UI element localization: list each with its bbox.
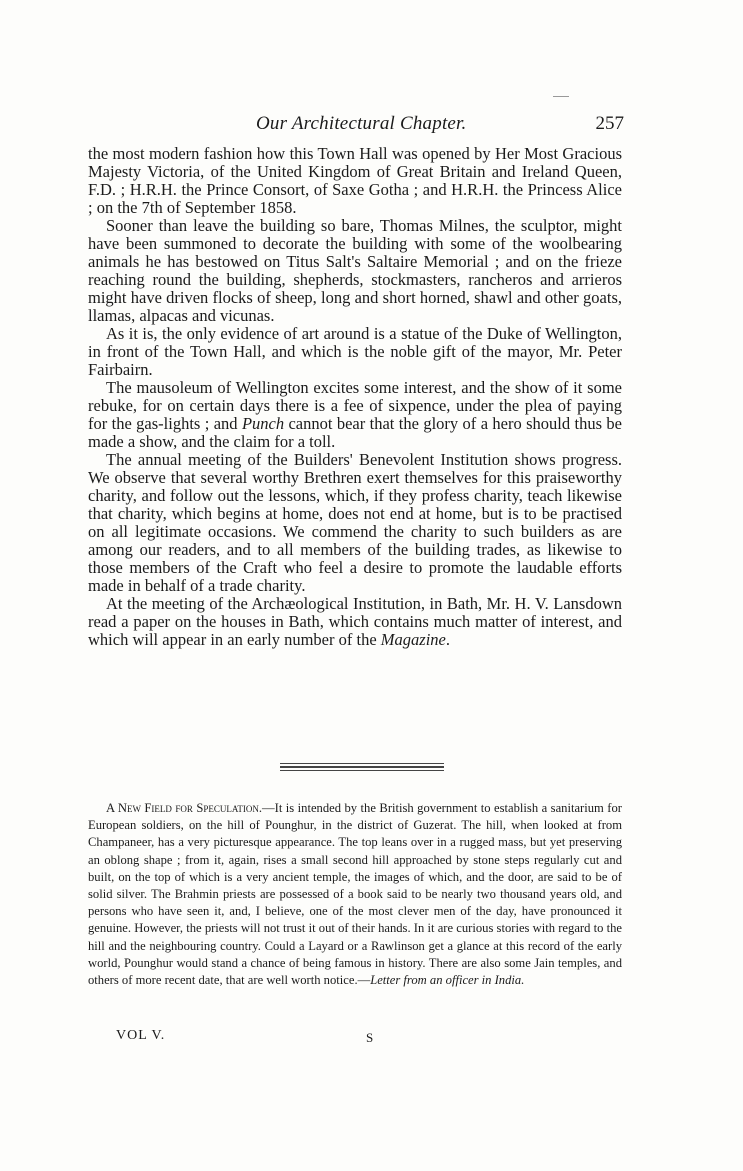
note-signature: Letter from an officer in India.	[370, 973, 525, 988]
divider-rule-middle	[280, 766, 444, 768]
page-number: 257	[595, 113, 624, 134]
paragraph-mausoleum	[88, 379, 622, 451]
divider-rule-top	[280, 763, 444, 764]
note-heading: A New Field for Speculation.	[106, 801, 263, 815]
scan-mark	[553, 96, 569, 97]
running-title: Our Architectural Chapter.	[256, 113, 467, 134]
archaeological-text-after: .	[445, 630, 450, 649]
section-divider	[280, 763, 444, 773]
divider-rule-bottom	[280, 770, 444, 771]
mausoleum-text-before: The mausoleum of Wellington excites some interest, and the show of it some rebuke, for on certain days there is a fee of sixpence, under the plea of paying for the gas-lights ; and	[88, 378, 622, 433]
body-text	[88, 145, 622, 649]
paragraph-archaeological-institution	[88, 595, 622, 649]
speculation-note	[88, 800, 622, 989]
magazine-title: Magazine	[380, 630, 446, 649]
archaeological-text-before: At the meeting of the Archæological Institution, in Bath, Mr. H. V. Lansdown read a paper on the houses in Bath, which contains much matter of interest, and which will appear in an early number of the	[88, 594, 622, 649]
running-head	[88, 113, 628, 139]
volume-label: VOL V.	[116, 1028, 166, 1043]
paragraph-wellington-statue: As it is, the only evidence of art around is a statue of the Duke of Wellington, in front of the Town Hall, and which is the noble gift of the mayor, Mr. Peter Fairbairn.	[88, 324, 622, 379]
paragraph-town-hall-opening: the most modern fashion how this Town Hall was opened by Her Most Gracious Majesty Victoria, of the United Kingdom of Great Britain and Ireland Queen, F.D. ; H.R.H. the Prince Consort, of Saxe Gotha ; and H.R.H. the Princess Alice ; on the 7th of September 1858.	[88, 144, 622, 217]
paragraph-sculptor: Sooner than leave the building so bare, Thomas Milnes, the sculptor, might have been summoned to decorate the building with some of the woolbearing animals he has bestowed on Titus Salt's Saltaire Memorial ; and on the frieze reaching round the building, shepherds, stockmasters, rancheros and arrieros might have driven flocks of sheep, long and short horned, shawl and other goats, llamas, alpacas and vicunas.	[88, 216, 622, 325]
mausoleum-text-after: cannot bear that the glory of a hero should thus be made a show, and the claim for a toll.	[88, 414, 622, 451]
punch-title: Punch	[241, 414, 285, 433]
signature-mark: S	[366, 1030, 374, 1045]
page-footer	[116, 1028, 416, 1048]
note-paragraph	[88, 800, 622, 989]
note-text: —It is intended by the British government to establish a sanitarium for European soldiers, on the hill of Pounghur, in the district of Guzerat. The hill, when looked at from Champaneer, has a very picturesque appearance. The top leans over in a rugged mass, but yet preserving an oblong shape ; from it, again, rises a small second hill approached by stone steps regularly cut and built, on the top of which is a very ancient temple, the images of which, and the door, are said to be of solid silver. The Brahmin priests are possessed of a book said to be nearly two thousand years old, and persons who have seen it, and, I believe, one of the most clever men of the day, have pronounced it genuine. However, the priests will not trust it out of their hands. In it are curious stories with regard to the hill and the neighbouring country. Could a Layard or a Rawlinson get a glance at this record of the early world, Pounghur would stand a chance of being famous in history. There are also some Jain temples, and others of more recent date, that are well worth notice.—	[88, 801, 622, 988]
paragraph-builders-institution: The annual meeting of the Builders' Benevolent Institution shows progress. We observe that several worthy Brethren exert themselves for this praiseworthy charity, and follow out the lessons, which, if they profess charity, teach likewise that charity, which begins at home, does not end at home, but is to be practised on all legitimate occasions. We commend the charity to such builders as are among our readers, and to all members of the building trades, as likewise to those members of the Craft who feel a desire to promote the laudable efforts made in behalf of a trade charity.	[88, 450, 622, 595]
